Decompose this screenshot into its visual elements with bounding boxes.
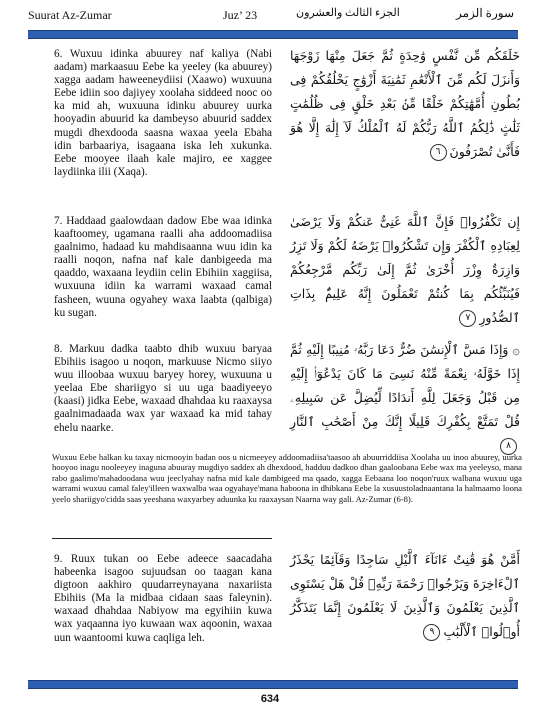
verse-end-marker: ٨ <box>500 438 517 455</box>
verse-9-translation: 9. Ruux tukan oo Eebe adeece saacadaha habeenka isagoo sujuudsan oo taagan kana digtoon aakhiro quudarreynayana naxariista Ebihiis (Ma la midbaa cidaan saas faleynin). waxaad dhahdaa Nabiyow ma egyihiin kuwa wax yaqaanna iyo kuwaan wax aqoonin, waxaa uun waantoomi kuwa caqliga leh. <box>54 553 272 644</box>
commentary-paragraph: Wuxuu Eebe halkan ku taxay nicmooyin badan oos u nicmeeyey addoomadiisa'taasoo ah abuurriddiisa Xoolaha uu inoo abuurey, uurka hooyoo inagu nooleeyey inaguna abuuray mugdiyo saddex ah dhexdood, hadduu dadkoo dhan gaaloobana Eebe wax ma yeeleyso, mana rabo gaalimo'mahadoodana wuu jeeclyahay nafna mid kale dambigeed ma qaado, xagga Eebaana loo noqon'ruux walbana wuxuu uga warrami wuxuu camal faley'illeen waxwalba waa ogyahaye'mana haboona in dhibkana Eebe la xusuustoladnaantana la halmaamo loona yeelo shariigyo'cidda saas yeeshana waxyarbey aduunka ku raaxaysan Naarna way gali. Az-Zumar (6-8). <box>52 452 522 504</box>
verse-9-arabic <box>290 548 520 644</box>
verse-end-marker: ٩ <box>423 624 440 641</box>
verse-7-arabic-text: إِن تَكْفُرُوا۟ فَإِنَّ ٱللَّهَ غَنِىٌّ عَنكُمْ وَلَا يَرْضَىٰ لِعِبَادِهِ ٱلْكُفْرَ وَإِن تَشْكُرُوا۟ يَرْضَهُ لَكُمْ وَلَا تَزِرُ وَازِرَةٌ وِزْرَ أُخْرَىٰ ثُمَّ إِلَىٰ رَبِّكُم مَّرْجِعُكُمْ فَيُنَبِّئُكُم بِمَا كُنتُمْ تَعْمَلُونَ إِنَّهُ عَلِيمٌۢ بِذَاتِ ٱلصُّدُورِ <box>290 214 520 325</box>
top-decorative-bar <box>28 30 518 39</box>
surah-title: Suurat Az-Zumar <box>28 8 112 22</box>
section-divider <box>52 538 272 539</box>
verse-end-marker: ٧ <box>459 310 476 327</box>
verse-7-translation: 7. Haddaad gaalowdaan dadow Ebe waa idinka kaaftoomey, ugamana raalli aha addoomadiisa gaalnimo, hadaad ku mahdisaanna wuu idin ka raalli noqon, nafna naf kale danbigeeda ma qaaddo, waxaana leydiin celin Ebihiin xaggiisa, wuxuuna idiin ka warrami waxaad camal fasheen, wuuna ogyahey waxa laabta (qalbiga) ku sugan. <box>54 215 272 319</box>
juz-label: Juz’ 23 <box>223 8 258 22</box>
verse-6-translation: 6. Wuxuu idinka abuurey naf kaliya (Nabi aadam) markaasuu Eebe ka yeeley (ka abuurey) xagga aadam haweeneydiisi (Xaawo) wuxuuna Eebe idiin soo dajiyey xoolaha siddeed nooc oo ka mid ah, wuxuuna idinku abuurey uurka hooyadin abuurid ka dambeyso abuurid saddex mugdi dhexdooda saasna waxaa yeela Ebaha idin barbaariya, isagaana iska leh xukunka. Eebe mooyee ilaah kale majiro, ee xaggee laydiinka ilii (Xaqa). <box>54 48 272 178</box>
verse-8-arabic <box>290 338 520 458</box>
page-number: 634 <box>260 693 280 705</box>
bottom-decorative-bar <box>28 680 518 689</box>
page-header <box>28 6 518 30</box>
verse-8-translation: 8. Markuu dadka taabto dhib wuxuu baryaa Ebihiis isagoo u noqon, markuuse Nicmo siiyo wuu illoobaa wuxuu baryey horey, wuxuuna u yeelaa Ebe shariigyo si uu uga baadiyeeyo (kaasi) jidka Eebe, waxaad dhahdaa ku raaxaysa gaalnimadaada wax yar waxaad ka mid tahay ehelu naarke. <box>54 343 272 434</box>
verse-end-marker: ٦ <box>430 144 447 161</box>
verse-6-arabic-text: خَلَقَكُم مِّن نَّفْسٍ وَٰحِدَةٍ ثُمَّ جَعَلَ مِنْهَا زَوْجَهَا وَأَنزَلَ لَكُم مِّنَ ٱلْأَنْعَٰمِ ثَمَٰنِيَةَ أَزْوَٰجٍ يَخْلُقُكُمْ فِى بُطُونِ أُمَّهَٰتِكُمْ خَلْقًا مِّنۢ بَعْدِ خَلْقٍ فِى ظُلُمَٰتٍ ثَلَٰثٍ ذَٰلِكُمُ ٱللَّهُ رَبُّكُمْ لَهُ ٱلْمُلْكُ لَآ إِلَٰهَ إِلَّا هُوَ فَأَنَّىٰ تُصْرَفُونَ <box>290 48 520 159</box>
verse-6-arabic <box>290 44 520 164</box>
verse-8-arabic-text: ۞ وَإِذَا مَسَّ ٱلْإِنسَٰنَ ضُرٌّ دَعَا رَبَّهُۥ مُنِيبًا إِلَيْهِ ثُمَّ إِذَا خَوَّلَهُۥ نِعْمَةً مِّنْهُ نَسِىَ مَا كَانَ يَدْعُوٓا۟ إِلَيْهِ مِن قَبْلُ وَجَعَلَ لِلَّهِ أَندَادًا لِّيُضِلَّ عَن سَبِيلِهِۦ قُلْ تَمَتَّعْ بِكُفْرِكَ قَلِيلًا إِنَّكَ مِنْ أَصْحَٰبِ ٱلنَّارِ <box>290 342 520 429</box>
verse-9-arabic-text: أَمَّنْ هُوَ قَٰنِتٌ ءَانَآءَ ٱلَّيْلِ سَاجِدًا وَقَآئِمًا يَحْذَرُ ٱلْءَاخِرَةَ وَيَرْجُوا۟ رَحْمَةَ رَبِّهِۦ قُلْ هَلْ يَسْتَوِى ٱلَّذِينَ يَعْلَمُونَ وَٱلَّذِينَ لَا يَعْلَمُونَ إِنَّمَا يَتَذَكَّرُ أُو۟لُوا۟ ٱلْأَلْبَٰبِ <box>290 552 520 639</box>
verse-7-arabic <box>290 210 520 330</box>
arabic-juz-title: الجزء الثالث والعشرون <box>296 7 400 19</box>
arabic-surah-title: سورة الزمر <box>456 6 514 20</box>
